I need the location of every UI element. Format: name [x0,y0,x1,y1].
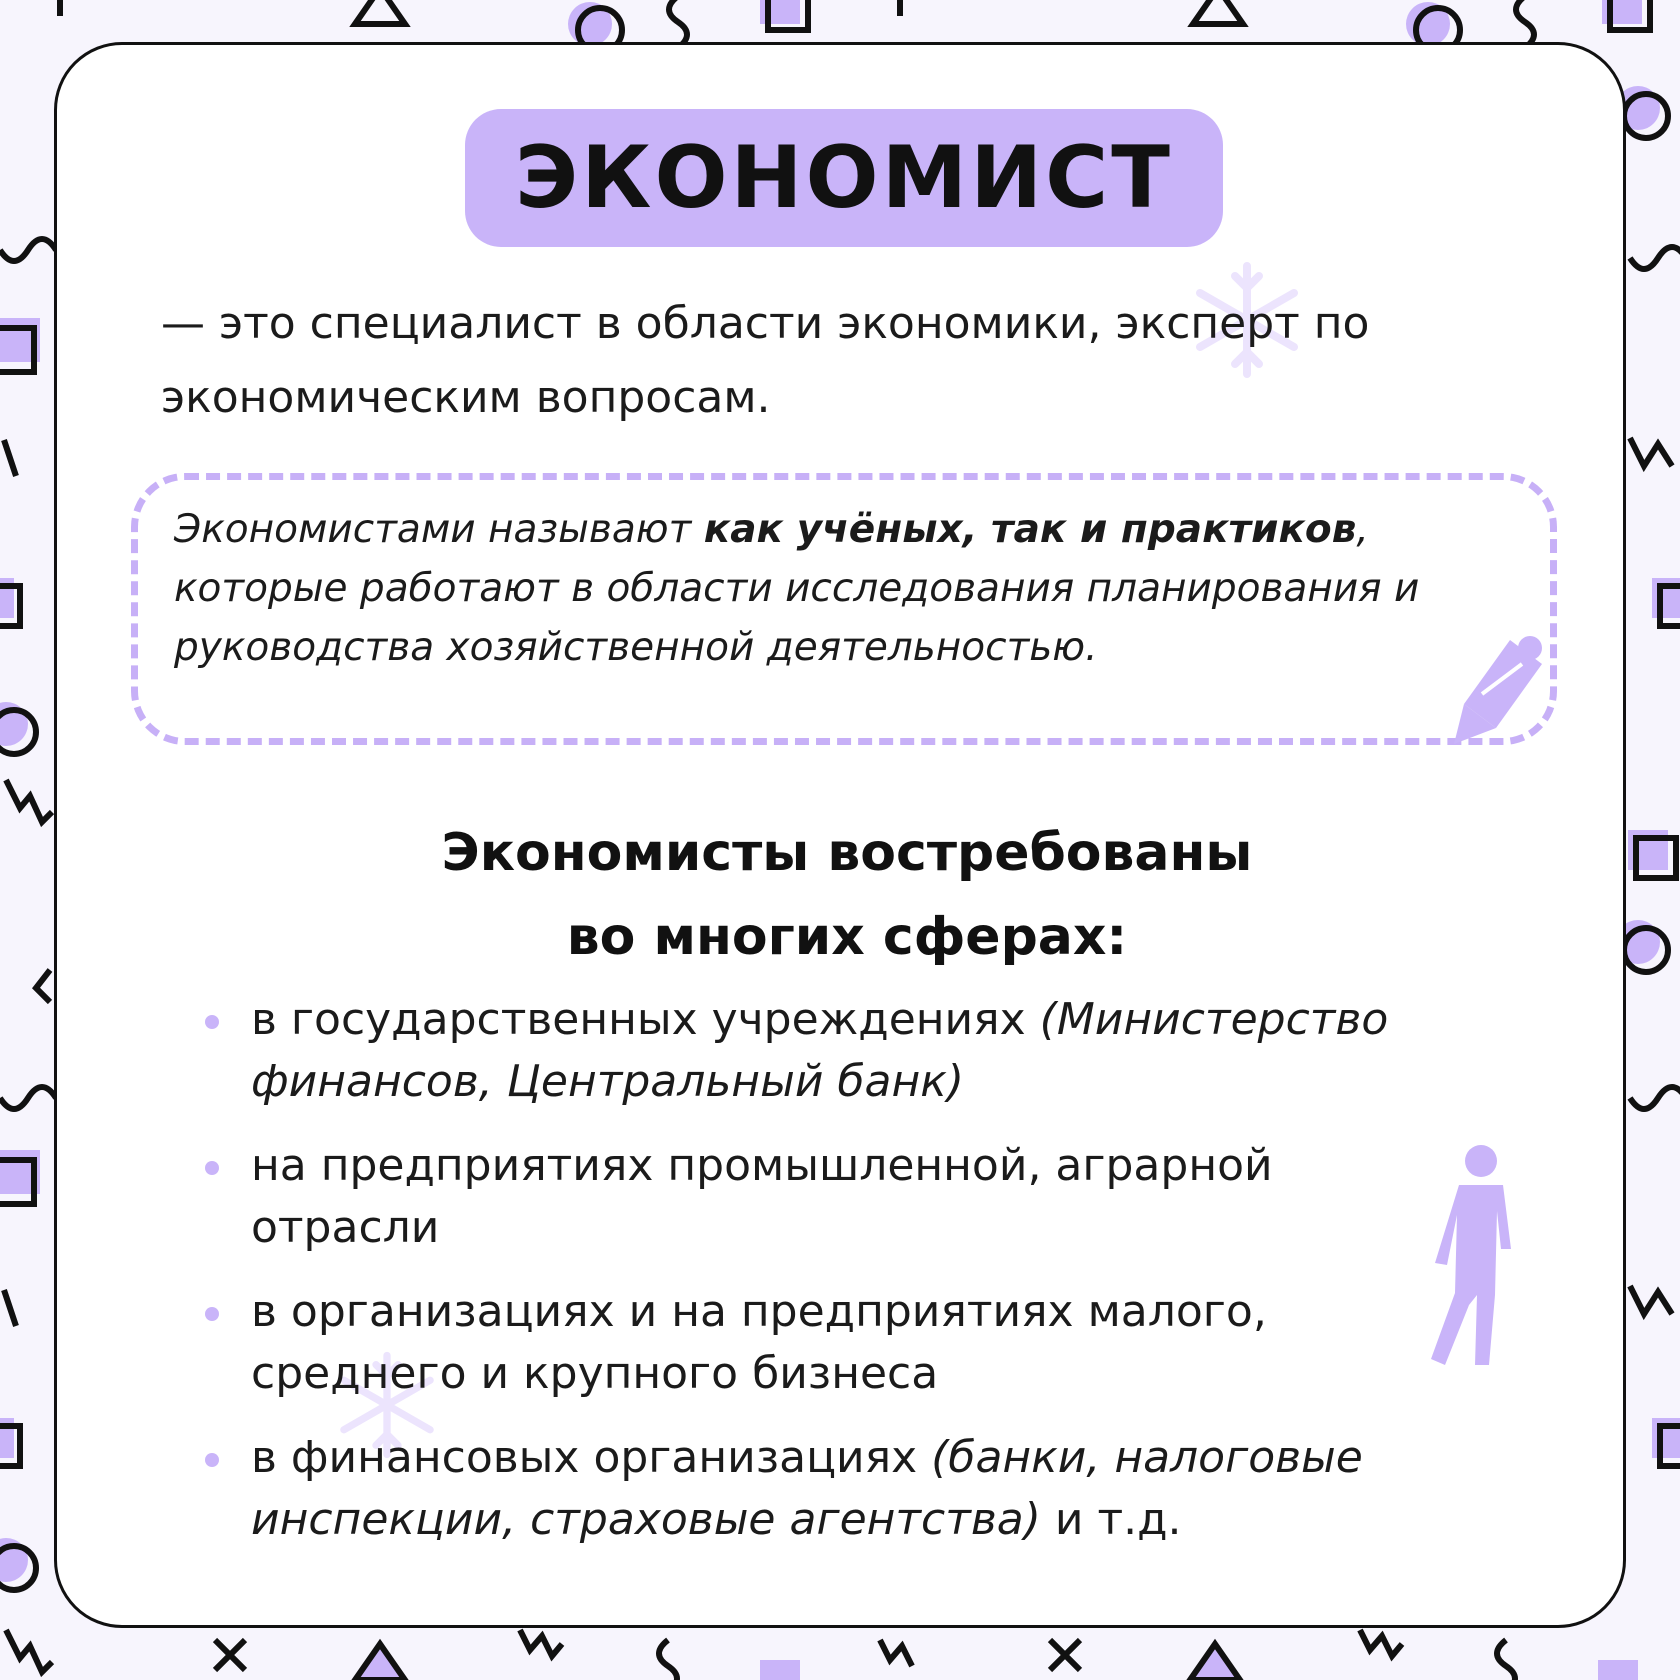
note-lead: Экономистами называют [174,507,704,552]
bullet-icon [205,1015,219,1029]
note-box [131,473,1557,745]
list-item [141,989,1471,1113]
spheres-list [141,989,1471,1573]
list-item [141,1281,1471,1405]
pencil-icon [1452,634,1548,746]
note-emphasis: как учёных, так и практиков [703,507,1357,552]
list-item-italic: (Министерство финансов, Центральный банк) [251,994,1389,1107]
person-icon [1425,1145,1521,1365]
definition-text: — это специалист в области экономики, эксперт по экономическим вопросам. [161,298,1370,423]
list-item-text: в организациях и на предприятиях малого, среднего и крупного бизнеса [251,1286,1267,1399]
page-title: ЭКОНОМИСТ [515,128,1173,228]
section-heading-line2: во многих сферах: [566,907,1128,967]
section-heading [257,811,1437,979]
list-item [141,1427,1471,1551]
content-card [54,42,1626,1628]
note-rest: , которые работают в области исследования планирования и руководства хозяйственной деятельностью. [174,507,1420,670]
bullet-icon [205,1307,219,1321]
list-item-text: на предприятиях промышленной, аграрной отрасли [251,1140,1273,1253]
list-item-text: в финансовых организациях [251,1432,932,1483]
bullet-icon [205,1453,219,1467]
list-item [141,1135,1471,1259]
list-item-tail: и т.д. [1040,1494,1182,1545]
bullet-icon [205,1161,219,1175]
section-heading-line1: Экономисты востребованы [441,823,1253,883]
list-item-italic: (банки, налоговые инспекции, страховые агентства) [251,1432,1363,1545]
list-item-text: в государственных учреждениях [251,994,1040,1045]
note-text [174,500,1474,677]
title-banner [465,109,1223,247]
